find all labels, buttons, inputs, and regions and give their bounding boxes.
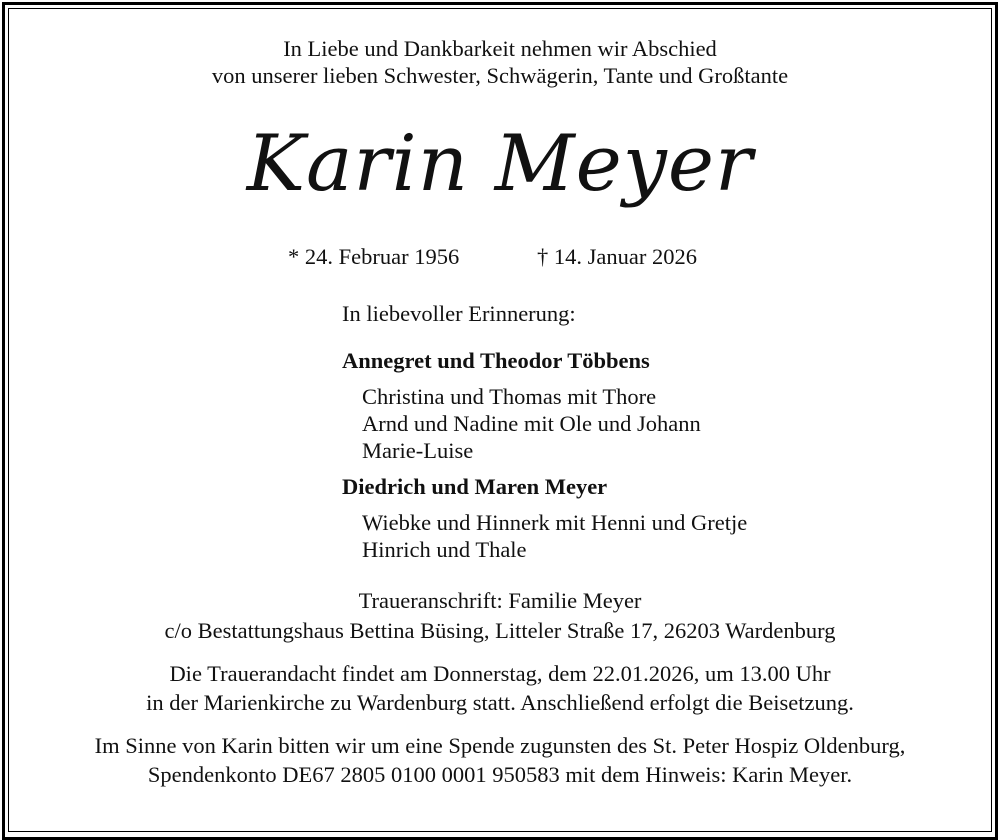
birth-date: * 24. Februar 1956 bbox=[288, 244, 460, 269]
mourners-heading: In liebevoller Erinnerung: bbox=[342, 301, 576, 326]
family-2-name: Diedrich und Maren Meyer bbox=[342, 474, 608, 499]
intro-line-1: In Liebe und Dankbarkeit nehmen wir Abschied bbox=[283, 36, 717, 61]
family-2-member: Wiebke und Hinnerk mit Henni und Gretje bbox=[362, 510, 748, 535]
address-line-2: c/o Bestattungshaus Bettina Büsing, Litteler Straße 17, 26203 Wardenburg bbox=[164, 618, 836, 643]
service-line-1: Die Trauerandacht findet am Donnerstag, dem 22.01.2026, um 13.00 Uhr bbox=[169, 661, 831, 686]
death-date: † 14. Januar 2026 bbox=[537, 244, 697, 269]
intro-line-2: von unserer lieben Schwester, Schwägerin, Tante und Großtante bbox=[211, 63, 789, 88]
donation-line-1: Im Sinne von Karin bitten wir um eine Spende zugunsten des St. Peter Hospiz Oldenburg, bbox=[94, 733, 906, 758]
donation-line-2: Spendenkonto DE67 2805 0100 0001 950583 mit dem Hinweis: Karin Meyer. bbox=[147, 762, 853, 787]
family-1-member: Arnd und Nadine mit Ole und Johann bbox=[362, 411, 701, 436]
family-1-member: Christina und Thomas mit Thore bbox=[362, 384, 657, 409]
address-line-1: Traueranschrift: Familie Meyer bbox=[358, 588, 642, 613]
family-1-name: Annegret und Theodor Többens bbox=[342, 348, 650, 373]
service-line-2: in der Marienkirche zu Wardenburg statt. Anschließend erfolgt die Beisetzung. bbox=[146, 690, 854, 715]
deceased-name: Karin Meyer bbox=[246, 119, 754, 209]
family-2-member: Hinrich und Thale bbox=[362, 537, 527, 562]
family-1-member: Marie-Luise bbox=[362, 438, 474, 463]
